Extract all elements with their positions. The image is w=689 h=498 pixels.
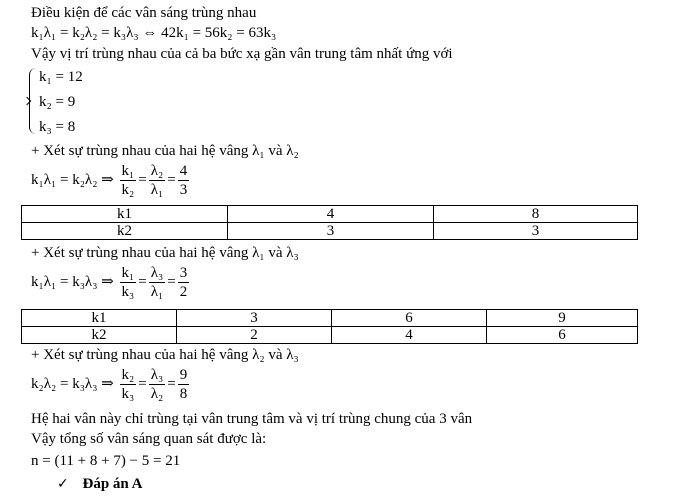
table-1-3 <box>21 309 638 344</box>
table-cell: 6 <box>487 327 638 344</box>
table-1-2 <box>21 205 638 240</box>
table-cell: 4 <box>228 206 434 223</box>
fraction-k2-k3: $\frac{\text{k₂}}{\text{k₃}}$ <box>121 367 135 403</box>
conclusion-line-2: Vậy tổng số vân sáng quan sát được là: <box>31 431 267 447</box>
ratio-equation-3: k₂λ₂ = k₃λ₃ ⇒ $\frac{\text{k₂}}{\text{k₃}}$ = $\frac{\text{λ₃}}{\text{λ₂}}$ = $\frac{9}{8}$ <box>31 367 188 403</box>
final-equation: n = (11 + 8 + 7) − 5 = 21 <box>31 453 181 469</box>
system-line-k3: k₃ = 8 <box>39 119 76 135</box>
table-row <box>22 327 638 344</box>
fraction-l3-l2: $\frac{\text{λ₃}}{\text{λ₂}}$ <box>150 367 164 403</box>
table-cell: 3 <box>228 223 434 240</box>
fraction-4-3: $\frac{4}{3}$ <box>179 163 188 199</box>
table-cell: 6 <box>332 310 487 327</box>
table-cell: 2 <box>177 327 332 344</box>
system-line-k1: k₁ = 12 <box>39 69 83 85</box>
table-cell: k2 <box>22 223 228 240</box>
table-cell: 4 <box>332 327 487 344</box>
table-cell: 9 <box>487 310 638 327</box>
table-row <box>22 206 638 223</box>
system-brace <box>29 68 36 134</box>
ratio-equation-2: k₁λ₁ = k₃λ₃ ⇒ $\frac{\text{k₁}}{\text{k₃}}$ = $\frac{\text{λ₃}}{\text{λ₁}}$ = $\frac{3}{2}$ <box>31 265 188 301</box>
fraction-l3-l1: $\frac{\text{λ₃}}{\text{λ₁}}$ <box>150 265 164 301</box>
table-cell: 8 <box>434 206 638 223</box>
fraction-9-8: $\frac{9}{8}$ <box>179 367 188 403</box>
table-cell: 3 <box>177 310 332 327</box>
fraction-3-2: $\frac{3}{2}$ <box>179 265 188 301</box>
ratio-equation-1-left: k₁λ₁ = k₂λ₂ ⇒ <box>31 172 114 188</box>
check-icon: ✓ <box>57 476 69 492</box>
system-line-k2: k₂ = 9 <box>39 94 76 110</box>
fraction-l2-l1: $\frac{\text{λ₂}}{\text{λ₁}}$ <box>150 163 164 199</box>
table-row <box>22 310 638 327</box>
conclusion-line-1: Hệ hai vân này chỉ trùng tại vân trung tâm và vị trí trùng chung của 3 vân <box>31 411 473 427</box>
table-cell: k2 <box>22 327 177 344</box>
table-cell: k1 <box>22 206 228 223</box>
coincidence-equation: k₁λ₁ = k₂λ₂ = k₃λ₃ ⇔ 42k₁ = 56k₂ = 63k₃ <box>31 25 277 41</box>
fraction-k1-k2: $\frac{\text{k₁}}{\text{k₂}}$ <box>121 163 135 199</box>
table-cell: 3 <box>434 223 638 240</box>
nearest-position-text: Vậy vị trí trùng nhau của cả ba bức xạ gần vân trung tâm nhất ứng với <box>31 46 453 62</box>
fraction-k1-k3: $\frac{\text{k₁}}{\text{k₃}}$ <box>121 265 135 301</box>
section-heading-2-3: + Xét sự trùng nhau của hai hệ vâng λ₂ và λ₃ <box>31 347 299 363</box>
ratio-equation-3-left: k₂λ₂ = k₃λ₃ ⇒ <box>31 376 114 392</box>
section-heading-1-2: + Xét sự trùng nhau của hai hệ vâng λ₁ và λ₂ <box>31 143 299 159</box>
ratio-equation-2-left: k₁λ₁ = k₃λ₃ ⇒ <box>31 274 114 290</box>
table-cell: k1 <box>22 310 177 327</box>
answer-line <box>57 475 143 493</box>
table-row <box>22 223 638 240</box>
ratio-equation-1: k₁λ₁ = k₂λ₂ ⇒ $\frac{\text{k₁}}{\text{k₂}}$ = $\frac{\text{λ₂}}{\text{λ₁}}$ = $\frac{4}{3}$ <box>31 163 188 199</box>
condition-heading: Điều kiện để các vân sáng trùng nhau <box>31 5 257 21</box>
answer-label: Đáp án A <box>82 476 143 492</box>
section-heading-1-3: + Xét sự trùng nhau của hai hệ vâng λ₁ và λ₃ <box>31 245 299 261</box>
